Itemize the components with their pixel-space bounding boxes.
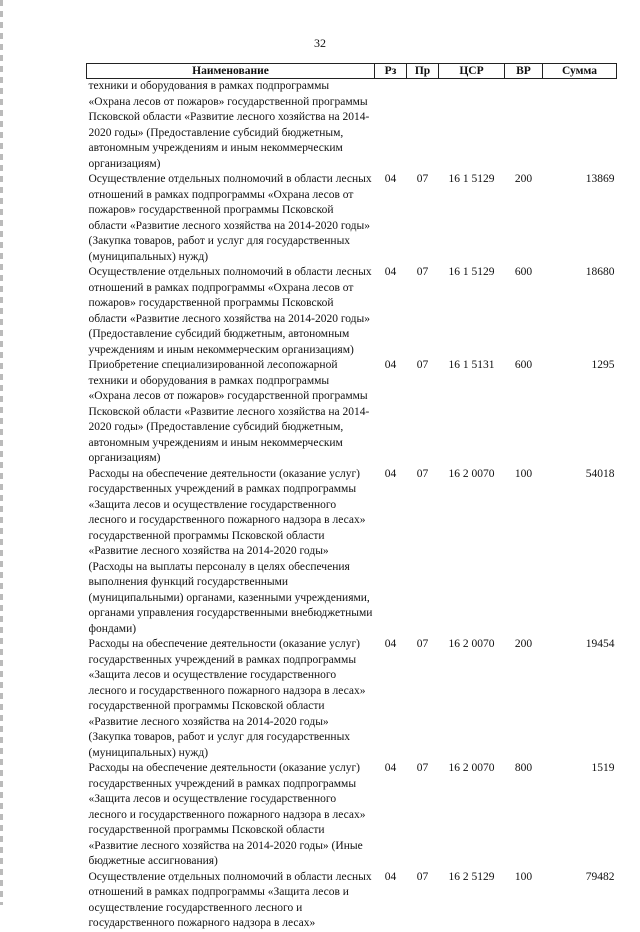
row-csr: 16 2 0070 [448, 638, 495, 650]
row-name: Осуществление отдельных полномочий в области лесных отношений в рамках подпрограммы «Охрана лесов от пожаров» государственной программы Псковской области «Развитие лесного хозяйства на 2014-2020 годы» (Закупка товаров, работ и услуг для государственных (муниципальных) нужд) [88, 173, 372, 263]
row-sum: 19454 [585, 638, 615, 650]
table-row [87, 358, 617, 467]
row-name: Расходы на обеспечение деятельности (оказание услуг) государственных учреждений в рамках подпрограммы «Защита лесов и осуществление государственного лесного и государственного пожарного надзора в лесах» государственной программы Псковской области «Развитие лесного хозяйства на 2014-2020 годы» (Закупка товаров, работ и услуг для государственных (муниципальных) нужд) [88, 638, 366, 759]
header-vr: ВР [505, 64, 543, 79]
row-vr: 600 [514, 359, 533, 371]
row-pr: 07 [416, 173, 429, 185]
row-name: Расходы на обеспечение деятельности (оказание услуг) государственных учреждений в рамках подпрограммы «Защита лесов и осуществление государственного лесного и государственного пожарного надзора в лесах» государственной программы Псковской области «Развитие лесного хозяйства на 2014-2020 годы» (Иные бюджетные ассигнования) [88, 762, 366, 867]
row-rz: 04 [384, 266, 397, 278]
header-sum: Сумма [543, 64, 617, 79]
table-row [87, 172, 617, 265]
row-rz [375, 79, 407, 173]
table-row [87, 265, 617, 358]
row-rz: 04 [384, 467, 397, 480]
row-vr: 200 [514, 638, 533, 650]
row-pr [407, 79, 439, 173]
scan-edge-artifact [0, 0, 3, 905]
row-sum [543, 79, 617, 173]
table-row [87, 79, 617, 173]
row-pr: 07 [416, 638, 429, 650]
header-pr: Пр [407, 64, 439, 79]
row-csr: 16 1 5129 [448, 173, 495, 185]
row-rz: 04 [384, 638, 397, 650]
row-pr: 07 [416, 266, 429, 278]
row-rz: 04 [384, 762, 397, 774]
row-name: Приобретение специализированной лесопожарной техники и оборудования в рамках подпрограммы «Охрана лесов от пожаров» государственной программы Псковской области «Развитие лесного хозяйства на 2014-2020 годы» (Предоставление субсидий бюджетным, автономным учреждениям и иным некоммерческим организациям) [88, 359, 370, 464]
row-sum: 18680 [585, 266, 615, 278]
row-csr: 16 2 5129 [448, 870, 495, 883]
row-pr: 07 [416, 870, 429, 883]
row-sum: 79482 [585, 870, 615, 883]
table-row [87, 637, 617, 761]
row-csr: 16 2 0070 [448, 762, 495, 774]
row-name: Осуществление отдельных полномочий в области лесных отношений в рамках подпрограммы «Охрана лесов от пожаров» государственной программы Псковской области «Развитие лесного хозяйства на 2014-2020 годы» (Предоставление субсидий бюджетным, автономным учреждениям и иным некоммерческим организациям) [88, 266, 372, 356]
header-csr: ЦСР [439, 64, 505, 79]
row-sum: 1519 [591, 762, 615, 774]
row-vr: 800 [514, 762, 533, 774]
table-row [87, 761, 617, 870]
row-vr [505, 79, 543, 173]
row-pr: 07 [416, 762, 429, 774]
row-csr: 16 1 5131 [448, 359, 495, 371]
table-header-row [87, 64, 617, 79]
row-name: Расходы на обеспечение деятельности (оказание услуг) государственных учреждений в рамках подпрограммы «Защита лесов и осуществление государственного лесного и государственного пожарного надзора в лесах» государственной программы Псковской области «Развитие лесного хозяйства на 2014-2020 годы» (Расходы на выплаты персоналу в целях обеспечения выполнения функций государственными (муниципальными) органами, казенными учреждениями, органами управления государственными внебюджетными фондами) [88, 467, 373, 635]
row-csr: 16 1 5129 [448, 266, 495, 278]
budget-table [86, 63, 617, 932]
row-pr: 07 [416, 467, 429, 480]
page-number: 32 [314, 36, 326, 50]
row-sum: 54018 [585, 467, 615, 480]
row-rz: 04 [384, 359, 397, 371]
table-row [87, 870, 617, 932]
header-rz: Рз [375, 64, 407, 79]
row-vr: 200 [514, 173, 533, 185]
row-vr: 100 [514, 467, 533, 480]
row-csr: 16 2 0070 [448, 467, 495, 480]
row-pr: 07 [416, 359, 429, 371]
row-sum: 1295 [591, 359, 615, 371]
row-rz: 04 [384, 173, 397, 185]
row-name: техники и оборудования в рамках подпрограммы «Охрана лесов от пожаров» государственной программы Псковской области «Развитие лесного хозяйства на 2014-2020 годы» (Предоставление субсидий бюджетным, автономным учреждениям и иным некоммерческим организациям) [88, 80, 370, 170]
header-name: Наименование [87, 64, 375, 79]
table-row [87, 467, 617, 638]
row-csr [439, 79, 505, 173]
row-name: Осуществление отдельных полномочий в области лесных отношений в рамках подпрограммы «Защита лесов и осуществление государственного лесного и государственного пожарного надзора в лесах» [88, 870, 372, 929]
row-sum: 13869 [585, 173, 615, 185]
row-vr: 600 [514, 266, 533, 278]
row-rz: 04 [384, 870, 397, 883]
row-vr: 100 [514, 870, 533, 883]
